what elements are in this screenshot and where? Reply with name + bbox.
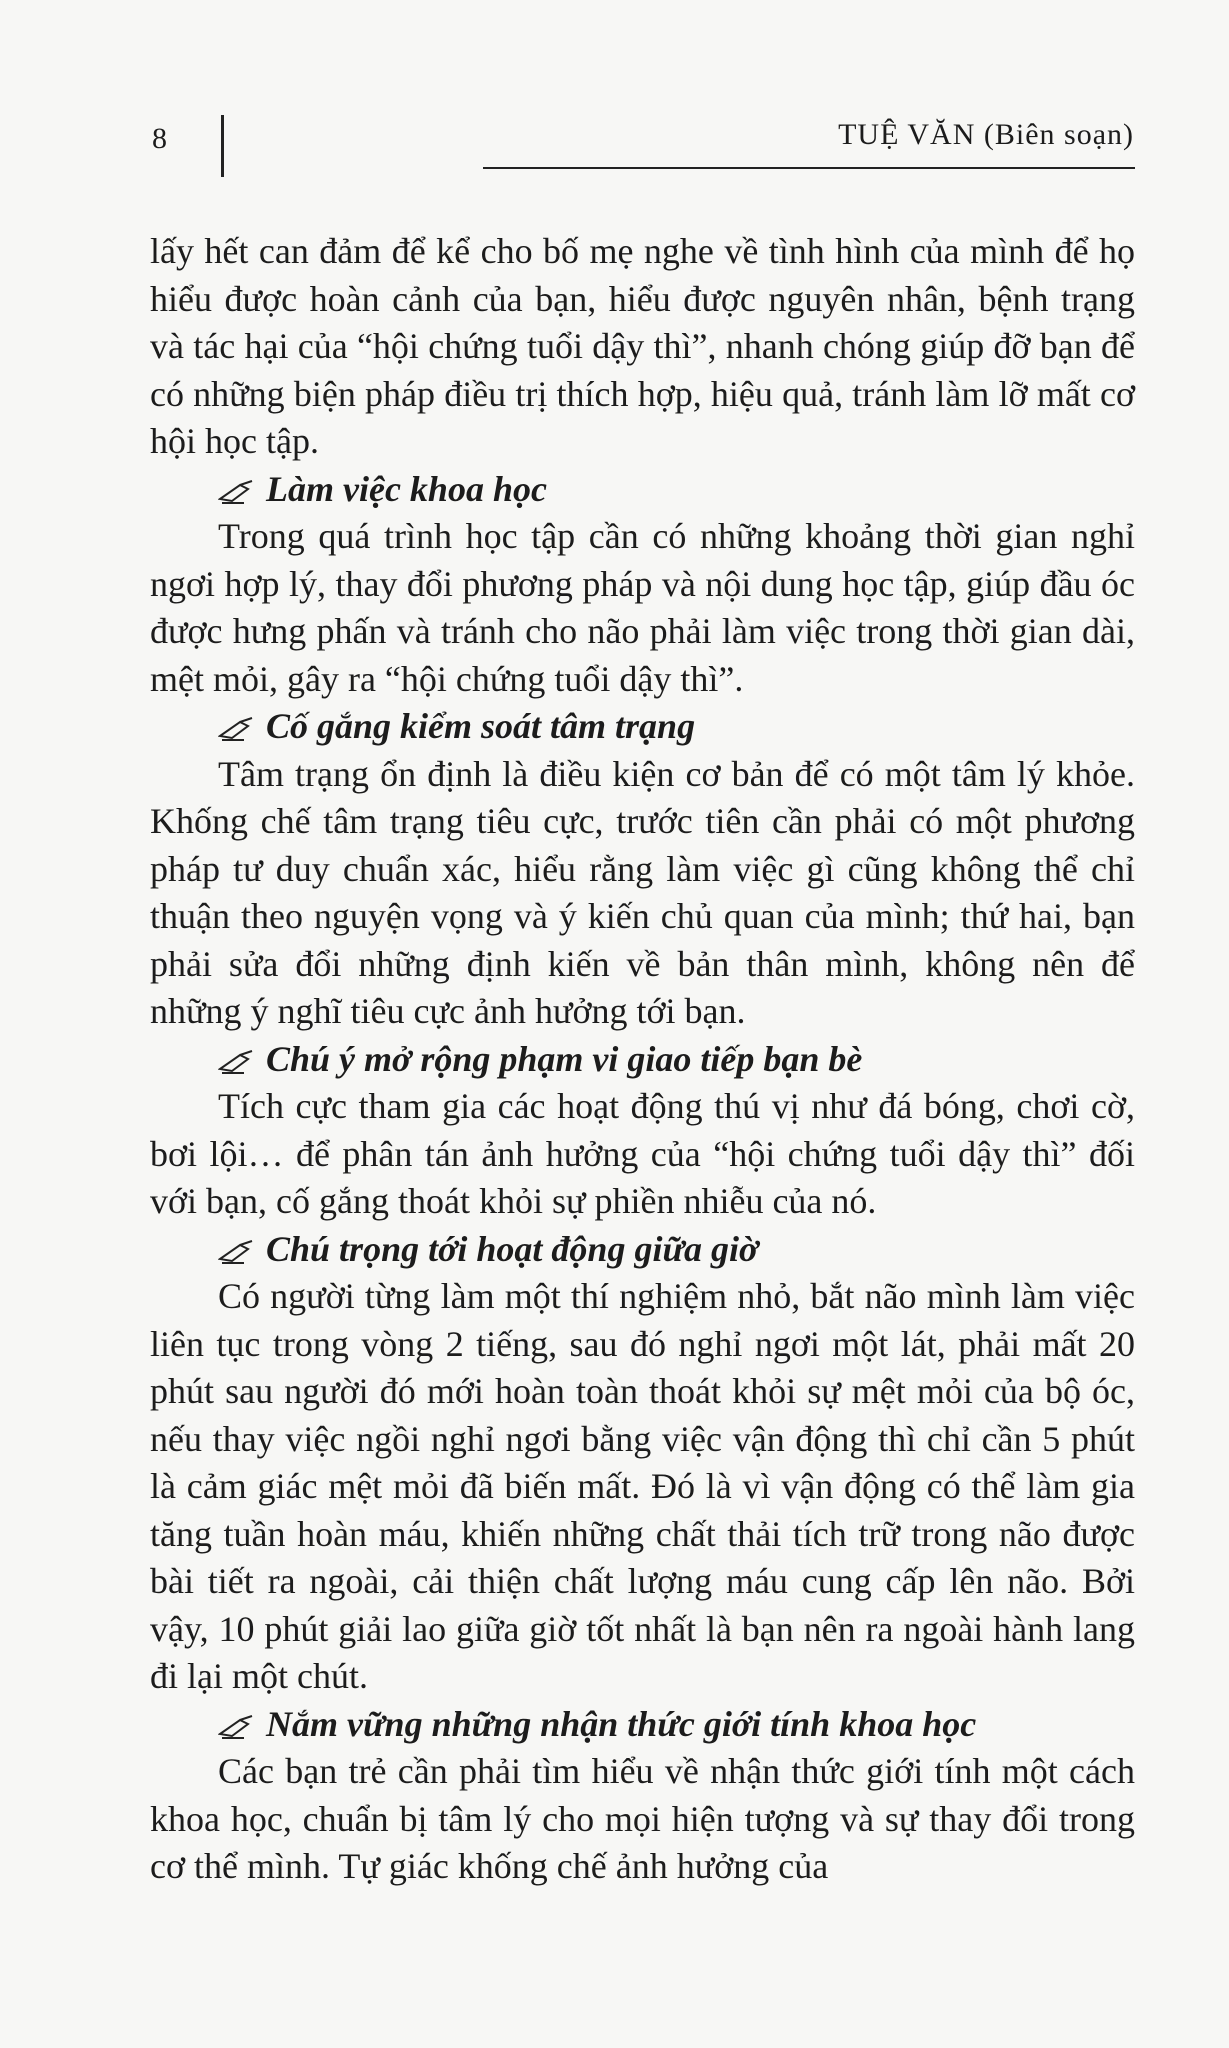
page-body [150,228,1135,1891]
writing-hand-icon [218,466,256,514]
writing-hand-icon [218,1036,256,1084]
section-heading-text: Cố gắng kiểm soát tâm trạng [266,706,696,746]
section-heading [150,1226,1135,1274]
body-paragraph: Các bạn trẻ cần phải tìm hiểu về nhận thức giới tính một cách khoa học, chuẩn bị tâm lý cho mọi hiện tượng và sự thay đổi trong cơ thể mình. Tự giác khống chế ảnh hưởng của [150,1751,1135,1886]
body-paragraph: Tâm trạng ổn định là điều kiện cơ bản để có một tâm lý khỏe. Khống chế tâm trạng tiêu cực, trước tiên cần phải có một phương pháp tư duy chuẩn xác, hiểu rằng làm việc gì cũng không thể chỉ thuận theo nguyện vọng và ý kiến chủ quan của mình; thứ hai, bạn phải sửa đổi những định kiến về bản thân mình, không nên để những ý nghĩ tiêu cực ảnh hưởng tới bạn. [150,753,1135,1031]
header-divider-bar [221,115,224,177]
running-head: TUỆ VĂN (Biên soạn) [838,118,1134,151]
section-heading [150,1701,1135,1749]
page-number: 8 [152,122,167,155]
body-paragraph: Trong quá trình học tập cần có những khoảng thời gian nghỉ ngơi hợp lý, thay đổi phương pháp và nội dung học tập, giúp đầu óc được hưng phấn và tránh cho não phải làm việc trong thời gian dài, mệt mỏi, gây ra “hội chứng tuổi dậy thì”. [150,516,1135,699]
body-paragraph: lấy hết can đảm để kể cho bố mẹ nghe về tình hình của mình để họ hiểu được hoàn cảnh của bạn, hiểu được nguyên nhân, bệnh trạng và tác hại của “hội chứng tuổi dậy thì”, nhanh chóng giúp đỡ bạn để có những biện pháp điều trị thích hợp, hiệu quả, tránh làm lỡ mất cơ hội học tập. [150,231,1135,461]
section-heading-text: Chú trọng tới hoạt động giữa giờ [266,1228,759,1269]
section-heading-text: Nắm vững những nhận thức giới tính khoa học [266,1703,977,1744]
header-rule [483,167,1135,169]
writing-hand-icon [218,1701,256,1749]
writing-hand-icon [218,1226,256,1274]
section-heading-text: Chú ý mở rộng phạm vi giao tiếp bạn bè [266,1038,863,1079]
section-heading [150,466,1135,514]
section-heading [150,1036,1135,1084]
section-heading [150,703,1135,751]
body-paragraph: Có người từng làm một thí nghiệm nhỏ, bắt não mình làm việc liên tục trong vòng 2 tiếng, sau đó nghỉ ngơi một lát, phải mất 20 phút sau người đó mới hoàn toàn thoát khỏi sự mệt mỏi của bộ óc, nếu thay việc ngồi nghỉ ngơi bằng việc vận động thì chỉ cần 5 phút là cảm giác mệt mỏi đã biến mất. Đó là vì vận động có thể làm gia tăng tuần hoàn máu, khiến những chất thải tích trữ trong não được bài tiết ra ngoài, cải thiện chất lượng máu cung cấp lên não. Bởi vậy, 10 phút giải lao giữa giờ tốt nhất là bạn nên ra ngoài hành lang đi lại một chút. [150,1276,1135,1696]
section-heading-text: Làm việc khoa học [266,468,547,509]
writing-hand-icon [218,703,256,751]
body-paragraph: Tích cực tham gia các hoạt động thú vị như đá bóng, chơi cờ, bơi lội… để phân tán ảnh hưởng của “hội chứng tuổi dậy thì” đối với bạn, cố gắng thoát khỏi sự phiền nhiễu của nó. [150,1086,1135,1221]
